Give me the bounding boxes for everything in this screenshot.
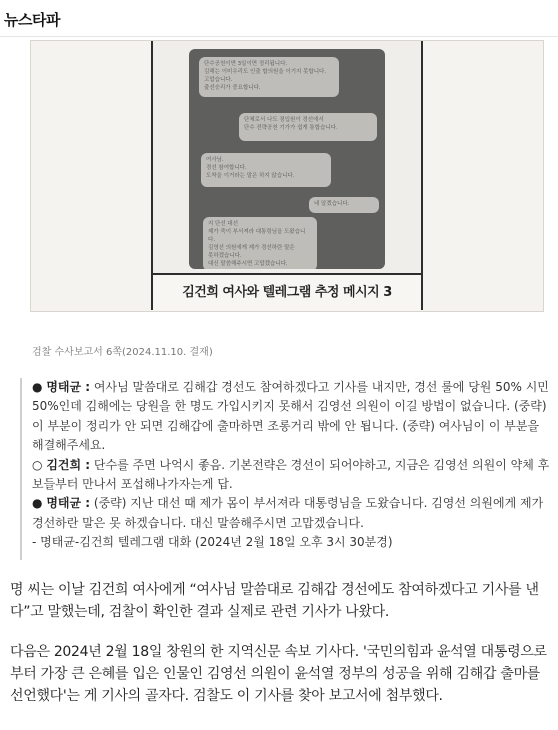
message-bubble: 단수공천이면 3일이면 정리됩니다. 김해는 이미우리도 인출 합의원을 이기지 못합니다. 고맙습니다. 출선승리가 중요합니다. [199,57,339,97]
speaker-marker: ● [32,380,43,394]
paragraph-text: 다음은 2024년 2월 18일 창원의 한 지역신문 속보 기사다. '국민의힘과 윤석열 대통령으로부터 가장 큰 은혜를 입은 인물인 김영선 의원이 윤석열 정부의 성공을 위해 김해갑 출마를 선언했다'는 게 기사의 골자다. 검찰도 이 기사를 찾아 보고서에 첨부했다. [10,644,547,704]
message-bubble: 네 알겠습니다. [309,197,379,213]
speaker-name: 명태균 : [46,496,91,511]
site-header [0,0,558,37]
quote-entry [32,494,552,533]
article-paragraph [10,579,555,623]
image-caption: 김건희 여사와 텔레그램 추정 메시지 3 [153,273,421,311]
document-scan [151,41,423,310]
quote-text: 단수를 주면 나억시 좋음. 기본전략은 경선이 되어야하고, 지금은 김영선 의원이 약체 후보들부터 만나서 포섭해나가자는게 답. [32,457,550,492]
message-bubble: 단체로서 나도 점입원이 경선에서 단수 전략공천 기가가 쉽게 통합습니다. [239,113,377,141]
image-credit: 검찰 수사보고서 6쪽(2024.11.10. 결재) [32,347,213,358]
paragraph-text: 명 씨는 이날 김건희 여사에게 “여사님 말씀대로 김해갑 경선에도 참여하겠다고 기사를 낸다”고 말했는데, 검찰이 확인한 결과 실제로 관련 기사가 나왔다. [10,582,539,620]
quote-text: (중략) 지난 대선 때 제가 몸이 부서져라 대통령님을 도왔습니다. 김영선 의원에게 제가 경선하란 말은 못 하겠습니다. 대신 말씀해주시면 고맙겠습니다. [32,496,544,530]
message-bubble: 여사님. 경선 참여합니다. 도착을 이거라는 말은 하지 않습니다. [201,153,331,187]
article-paragraph [10,641,555,707]
message-bubble: 지 단선 대선 제가 죽이 부서져라 대통령님을 도왔습니다. 김영선 의원에게 제가 경선하란 말은 못하겠습니다. 대신 말씀해주시면 고맙겠습니다. [203,217,317,269]
quote-source: - 명태균-김건희 텔레그램 대화 (2024년 2월 18일 오후 3시 30분경) [32,535,393,550]
site-brand-link[interactable]: 뉴스타파 [4,11,60,29]
telegram-screenshot [189,49,385,269]
article-image [30,40,544,312]
quote-text: 여사님 말씀대로 김해갑 경선도 참여하겠다고 기사를 내지만, 경선 룰에 당원 50% 시민 50%인데 김해에는 당원을 한 명도 가입시키지 못해서 김영선 의원이 이길 방법이 없습니다. (중략) 이 부분이 정리가 안 되면 김해갑에 출마하면 조롱거리 밖에 안 됩니다. (중략) 여사님이 이 부분을 해결해주세요. [32,380,549,453]
speaker-name: 명태균 : [46,380,91,394]
speaker-name: 김건희 : [46,457,91,472]
quote-entry [32,456,552,495]
speaker-marker: ● [32,496,43,511]
speaker-marker: ○ [32,457,43,472]
quote-block [20,378,552,560]
quote-entry [32,378,552,456]
